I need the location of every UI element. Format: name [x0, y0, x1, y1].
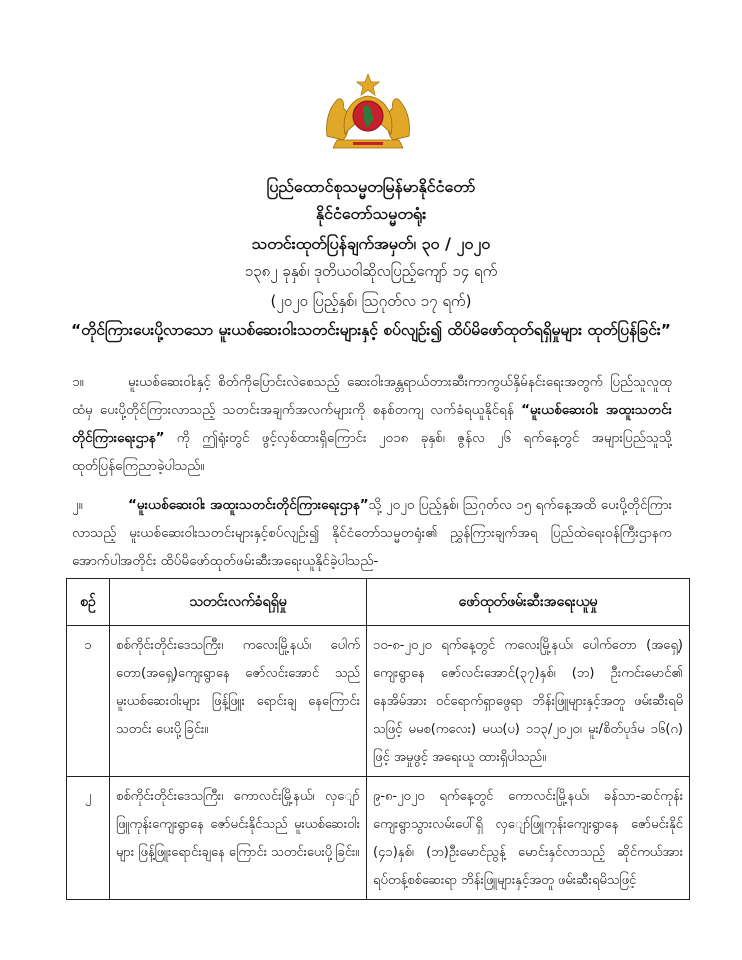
office-name: နိုင်ငံတော်သမ္မတရုံး	[315, 204, 427, 223]
paragraph-number: ၂။	[72, 497, 83, 513]
table-row	[67, 626, 690, 777]
col-header-action: ဖော်ထုတ်ဖမ်းဆီးအရေးယူမှု	[367, 579, 690, 626]
paragraph-text: မူးယစ်ဆေးဝါးနှင့် စိတ်ကိုပြောင်းလဲစေသည့် ဆေးဝါးအန္တရာယ်တားဆီးကာကွယ်နှိမ်နင်းရေးအတွက် ပြည်သူလူထုထံမှ ပေးပို့တိုင်ကြားလာသည့် သတင်းအချက်အလက်များကို စနစ်တကျ လက်ခံရယူနိုင်ရန်	[72, 374, 672, 418]
date-myanmar: ၁၃၈၂ ခုနှစ်၊ ဒုတိယဝါဆိုလပြည့်ကျော် ၁၄ ရက်	[244, 262, 498, 280]
paragraph-text: သို့ ၂၀၂၀ ပြည့်နှစ်၊ ဩဂုတ်လ ၁၅ ရက်နေ့အထိ ပေးပို့တိုင်ကြားလာသည့် မူးယစ်ဆေးဝါးသတင်းများနှင့်စပ်လျဉ်း၍ နိုင်ငံတော်သမ္မတရုံး၏ ညွှန်ကြားချက်အရ ပြည်ထဲရေးဝန်ကြီးဌာနက အောက်ပါအတိုင်း ထိပ်မိဖော်ထုတ်ဖမ်းဆီးအရေးယူနိုင်ခဲ့ပါသည်-	[72, 497, 672, 569]
row-received: စစ်ကိုင်းတိုင်းဒေသကြီး၊ ကောလင်းမြို့နယ်၊ လှျော်ဖြူကုန်းကျေးရွာနေ ဇော်မင်းနိုင်သည် မူးယစ်ဆေးဝါးများ ဖြန့်ဖြူးရောင်းချနေ ကြောင်း သတင်းပေးပို့ခြင်း။	[110, 777, 367, 900]
table-row	[67, 777, 690, 900]
paragraph-bold: “မူးယစ်ဆေးဝါး အထူးသတင်းတိုင်ကြားရေးဌာန”	[128, 497, 369, 513]
row-action: ၁၀-၈-၂၀၂၀ ရက်နေ့တွင် ကလေးမြို့နယ်၊ ပေါက်တော (အရှေ့) ကျေးရွာနေ ဇော်လင်းအောင်(၃၇)နှစ်၊ (ဘ) ဦးကင်းမောင်၏ နေအိမ်အား ဝင်ရောက်ရှာဖွေရာ ဘိန်းဖြူများနှင့်အတူ ဖမ်းဆီးရမိသဖြင့် မမစ(ကလေး) မယ(ပ) ၁၁၃/၂၀၂၀၊ မူး/စိတ်ပုဒ်မ ၁၆(ဂ) ဖြင့် အမှုဖွင့် အရေးယူ ထားရှိပါသည်။	[367, 626, 690, 777]
paragraph-text: ကို ဤရုံးတွင် ဖွင့်လှစ်ထားရှိကြောင်း ၂၀၁၈ ခုနှစ်၊ ဇွန်လ ၂၆ ရက်နေ့တွင် အများပြည်သူသို့ ထုတ်ပြန်ကြေညာခဲ့ပါသည်။	[72, 430, 672, 474]
date-gregorian: (၂၀၂၀ ပြည့်နှစ်၊ ဩဂုတ်လ ၁၇ ရက်)	[270, 292, 472, 310]
row-number: ၁	[67, 626, 110, 777]
paragraph-bold: “မူးယစ်ဆေးဝါး အထူးသတင်းတိုင်ကြားရေးဌာန”	[72, 402, 672, 446]
row-received: စစ်ကိုင်းတိုင်းဒေသကြီး၊ ကလေးမြို့နယ်၊ ပေါက်တော(အရှေ့)ကျေးရွာနေ ဇော်လင်းအောင် သည် မူးယစ်ဆေးဝါးများ ဖြန့်ဖြူး ရောင်းချ နေကြောင်း သတင်း ပေးပို့ခြင်း။	[110, 626, 367, 777]
country-name: ပြည်ထောင်စုသမ္မတမြန်မာနိုင်ငံတော်	[266, 177, 476, 196]
col-header-no: စဉ်	[67, 579, 110, 626]
row-action: ၉-၈-၂၀၂၀ ရက်နေ့တွင် ကောလင်းမြို့နယ်၊ ခန်သာ-ဆင်ကုန်း ကျေးရွာသွားလမ်းပေါ်ရှိ လှျော်ဖြူကုန်းကျေးရွာနေ ဇော်မင်းနိုင် (၄၁)နှစ်၊ (ဘ)ဦးမောင်ညွန့် မောင်းနှင်လာသည့် ဆိုင်ကယ်အား ရပ်တန့်စစ်ဆေးရာ ဘိန်းဖြူများနှင့်အတူ ဖမ်းဆီးရမိသဖြင့်	[367, 777, 690, 900]
table-header-row	[67, 579, 690, 626]
release-title: “တိုင်ကြားပေးပို့လာသော မူးယစ်ဆေးဝါးသတင်းများနှင့် စပ်လျဉ်း၍ ထိပ်မိဖော်ထုတ်ရရှိမှုများ ထုတ်ပြန်ခြင်း”	[70, 321, 671, 339]
seizures-table	[66, 578, 690, 900]
col-header-received: သတင်းလက်ခံရရှိမှု	[110, 579, 367, 626]
paragraph-number: ၁။	[72, 374, 84, 390]
release-number: သတင်းထုတ်ပြန်ချက်အမှတ်၊ ၃၀ / ၂၀၂၀	[251, 234, 491, 253]
row-number: ၂	[67, 777, 110, 900]
